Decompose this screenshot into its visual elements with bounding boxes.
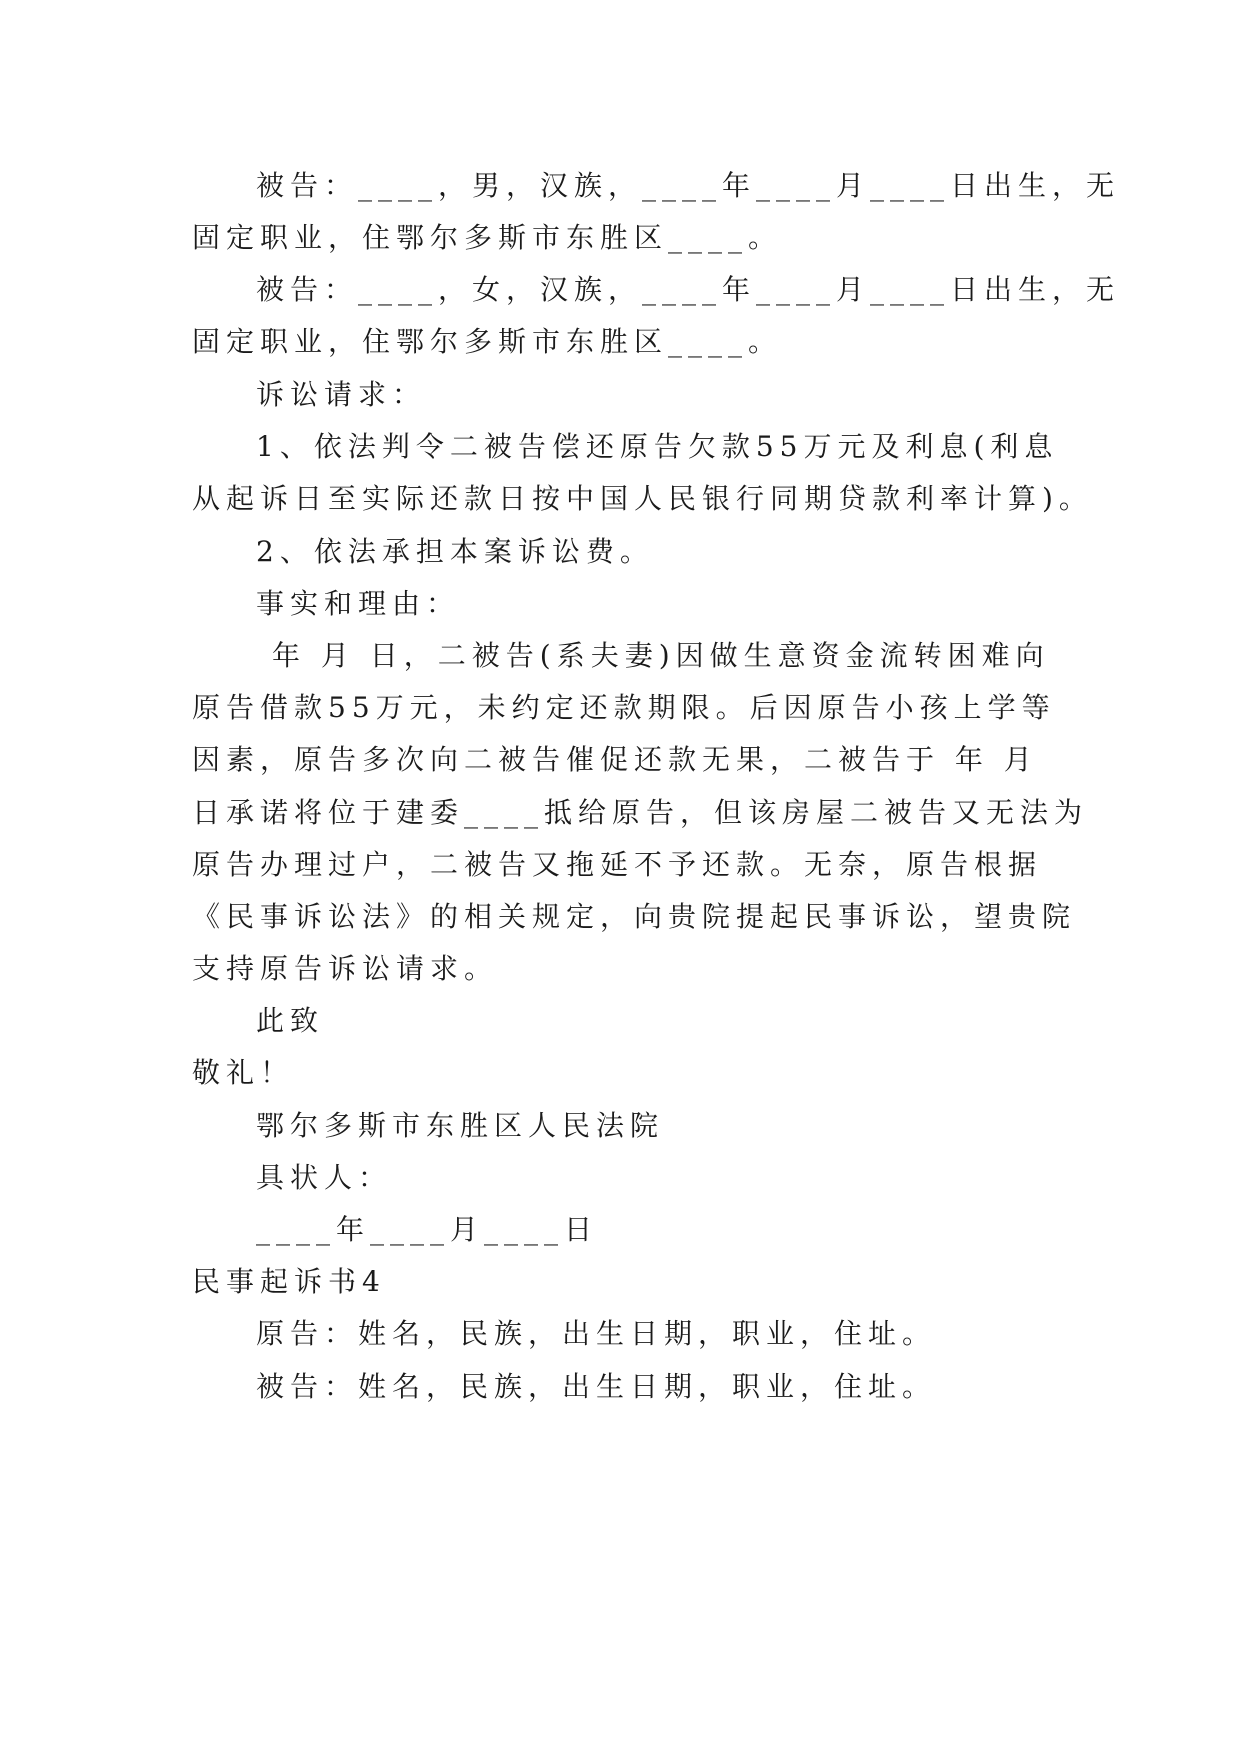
- section-title: 民事起诉书4: [192, 1265, 386, 1298]
- date-line: ____年____月____日: [256, 1213, 599, 1246]
- facts-line-6: 《民事诉讼法》的相关规定，向贵院提起民事诉讼，望贵院: [192, 900, 1077, 933]
- facts-line-3: 因素，原告多次向二被告催促还款无果，二被告于 年 月: [192, 743, 1038, 776]
- defendant-2-line-1: 被告：____，女，汉族，____年____月____日出生，无: [256, 273, 1121, 306]
- facts-line-4: 日承诺将位于建委____抵给原告，但该房屋二被告又无法为: [192, 796, 1089, 829]
- defendant-1-line-2: 固定职业，住鄂尔多斯市东胜区____。: [192, 221, 783, 254]
- facts-line-1: 年 月 日，二被告(系夫妻)因做生意资金流转困难向: [272, 639, 1050, 672]
- defendant-info: 被告：姓名，民族，出生日期，职业，住址。: [256, 1370, 937, 1403]
- claim-1-line-2: 从起诉日至实际还款日按中国人民银行同期贷款利率计算)。: [192, 482, 1093, 515]
- claims-heading: 诉讼请求：: [256, 378, 427, 411]
- claim-2: 2、依法承担本案诉讼费。: [256, 535, 654, 568]
- facts-line-2: 原告借款55万元，未约定还款期限。后因原告小孩上学等: [192, 691, 1056, 724]
- facts-heading: 事实和理由：: [256, 587, 461, 620]
- claim-1-line-1: 1、依法判令二被告偿还原告欠款55万元及利息(利息: [256, 430, 1059, 463]
- closing-cizhi: 此致: [256, 1004, 325, 1037]
- closing-jingli: 敬礼！: [192, 1056, 295, 1089]
- defendant-2-line-2: 固定职业，住鄂尔多斯市东胜区____。: [192, 325, 783, 358]
- facts-line-5: 原告办理过户，二被告又拖延不予还款。无奈，原告根据: [192, 848, 1043, 881]
- plaintiff-info: 原告：姓名，民族，出生日期，职业，住址。: [256, 1317, 937, 1350]
- defendant-1-line-1: 被告：____，男，汉族，____年____月____日出生，无: [256, 169, 1121, 202]
- court-name: 鄂尔多斯市东胜区人民法院: [256, 1109, 665, 1142]
- plaintiff-signature-label: 具状人：: [256, 1161, 393, 1194]
- facts-line-7: 支持原告诉讼请求。: [192, 952, 499, 985]
